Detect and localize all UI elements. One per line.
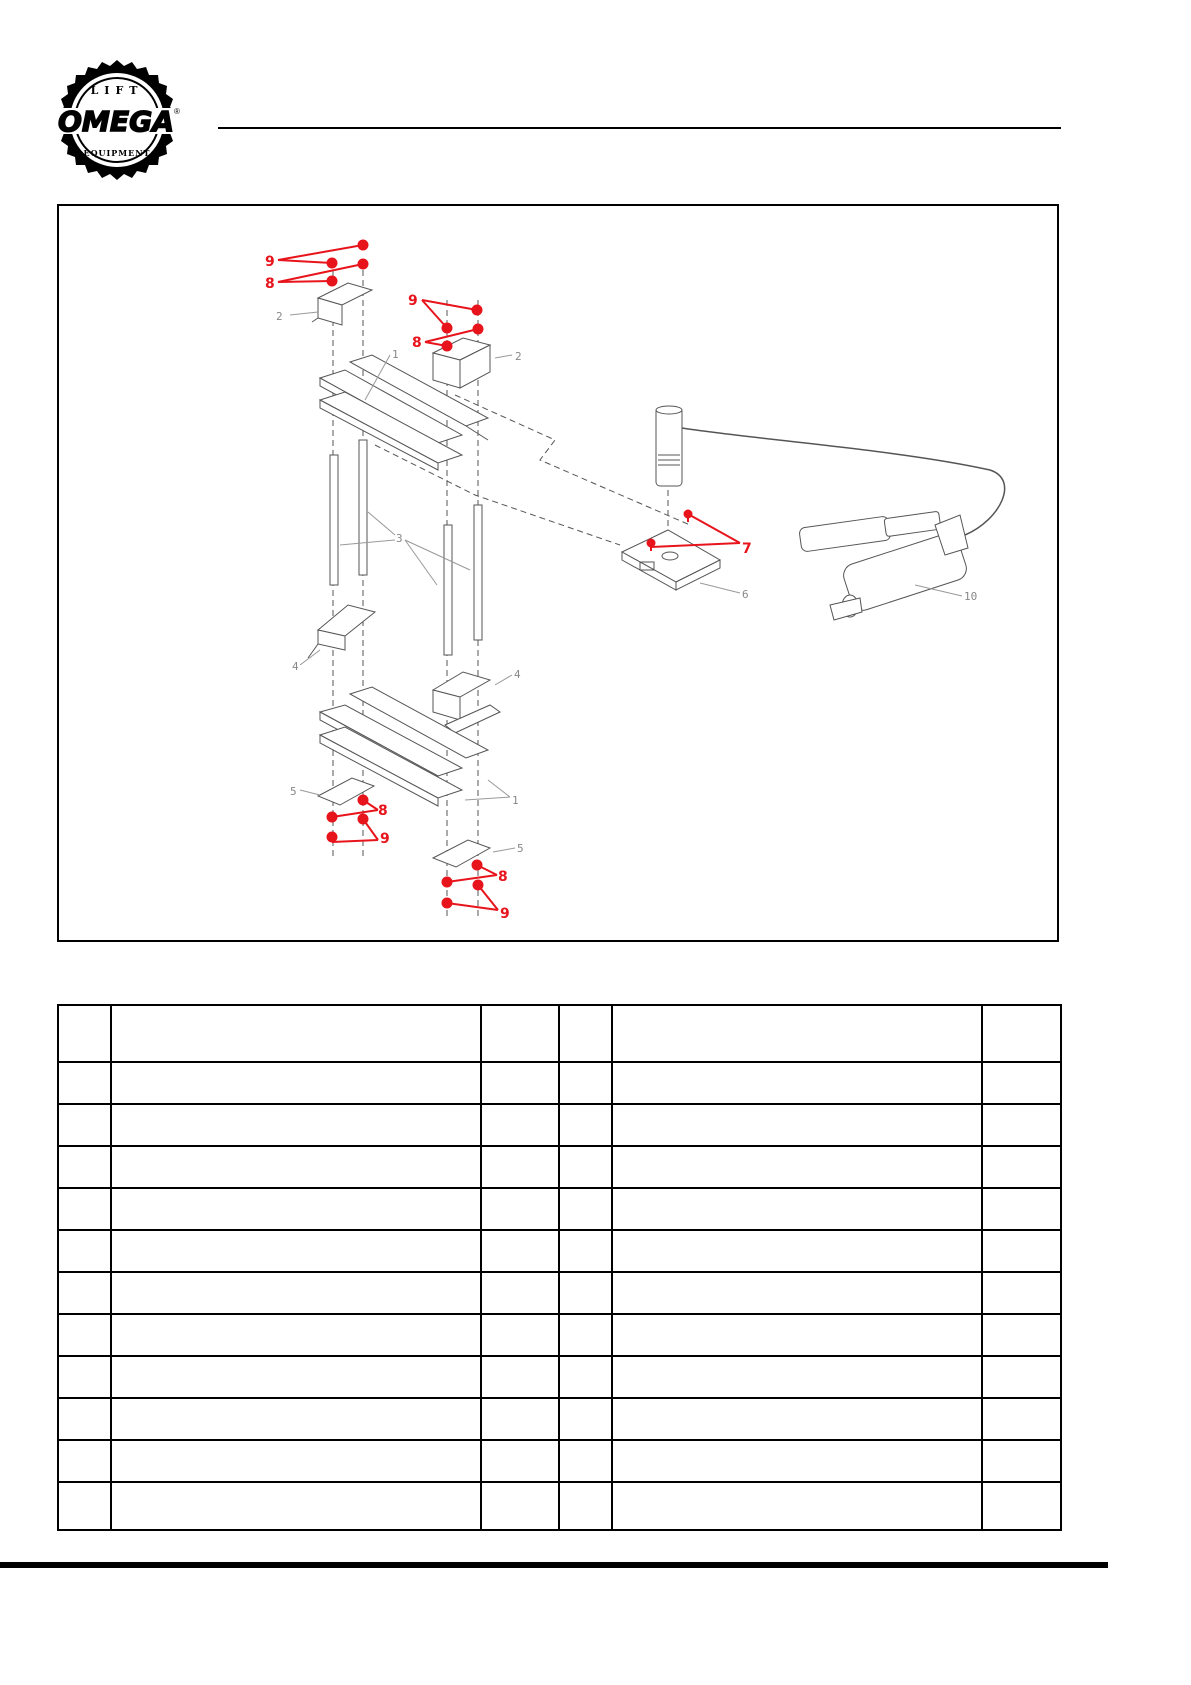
header-cell bbox=[481, 1005, 559, 1062]
table-cell bbox=[111, 1062, 481, 1104]
table-cell bbox=[58, 1104, 111, 1146]
header-cell bbox=[612, 1005, 982, 1062]
table-cell bbox=[559, 1188, 612, 1230]
part-label: 5 bbox=[517, 842, 524, 855]
table-cell bbox=[111, 1272, 481, 1314]
part-label: 4 bbox=[514, 668, 521, 681]
table-cell bbox=[559, 1314, 612, 1356]
part-label: 6 bbox=[742, 588, 749, 601]
table-cell bbox=[111, 1188, 481, 1230]
table-row bbox=[58, 1062, 1061, 1104]
table-cell bbox=[481, 1398, 559, 1440]
logo-top-text: LIFT bbox=[90, 84, 144, 97]
cylinder-base-plate bbox=[622, 530, 720, 590]
table-row bbox=[58, 1440, 1061, 1482]
part-label: 3 bbox=[396, 532, 403, 545]
table-cell bbox=[612, 1482, 982, 1530]
table-cell bbox=[982, 1188, 1061, 1230]
table-cell bbox=[58, 1482, 111, 1530]
logo-bottom-text: EQUIPMENT bbox=[83, 148, 151, 158]
part-label: 2 bbox=[515, 350, 522, 363]
table-cell bbox=[481, 1314, 559, 1356]
table-cell bbox=[612, 1272, 982, 1314]
part-label: 1 bbox=[512, 794, 519, 807]
table-cell bbox=[58, 1230, 111, 1272]
table-header-row bbox=[58, 1005, 1061, 1062]
callout-number: 8 bbox=[378, 803, 388, 819]
logo-brand-text: OMEGA bbox=[58, 105, 174, 138]
table-cell bbox=[111, 1146, 481, 1188]
table-cell bbox=[481, 1104, 559, 1146]
hand-pump bbox=[799, 511, 970, 620]
table-row bbox=[58, 1272, 1061, 1314]
table-cell bbox=[612, 1146, 982, 1188]
table-cell bbox=[982, 1482, 1061, 1530]
table-cell bbox=[612, 1062, 982, 1104]
table-cell bbox=[481, 1482, 559, 1530]
table-row bbox=[58, 1314, 1061, 1356]
table-cell bbox=[612, 1440, 982, 1482]
table-cell bbox=[559, 1398, 612, 1440]
table-cell bbox=[58, 1272, 111, 1314]
part-label: 2 bbox=[276, 310, 283, 323]
table-cell bbox=[612, 1230, 982, 1272]
callout-number: 9 bbox=[380, 831, 390, 847]
table-cell bbox=[58, 1440, 111, 1482]
table-cell bbox=[982, 1440, 1061, 1482]
part-label: 1 bbox=[392, 348, 399, 361]
callout-number: 8 bbox=[412, 335, 422, 351]
table-cell bbox=[58, 1398, 111, 1440]
table-cell bbox=[982, 1230, 1061, 1272]
table-cell bbox=[982, 1314, 1061, 1356]
table-row bbox=[58, 1104, 1061, 1146]
parts-list-table bbox=[57, 1004, 1062, 1531]
part-label: 10 bbox=[964, 590, 978, 603]
table-body bbox=[58, 1062, 1061, 1530]
table-cell bbox=[111, 1356, 481, 1398]
table-cell bbox=[612, 1314, 982, 1356]
table-cell bbox=[111, 1398, 481, 1440]
table-row bbox=[58, 1356, 1061, 1398]
table-cell bbox=[559, 1062, 612, 1104]
table-row bbox=[58, 1398, 1061, 1440]
table-cell bbox=[58, 1146, 111, 1188]
header-cell bbox=[559, 1005, 612, 1062]
table-cell bbox=[982, 1272, 1061, 1314]
table-cell bbox=[982, 1356, 1061, 1398]
table-cell bbox=[559, 1230, 612, 1272]
table-cell bbox=[111, 1314, 481, 1356]
bottom-plates bbox=[318, 778, 490, 867]
callout-number: 8 bbox=[498, 869, 508, 885]
table-cell bbox=[481, 1146, 559, 1188]
table-cell bbox=[481, 1062, 559, 1104]
callout-number: 7 bbox=[742, 541, 752, 557]
table-cell bbox=[982, 1062, 1061, 1104]
table-row bbox=[58, 1230, 1061, 1272]
table-row bbox=[58, 1482, 1061, 1530]
table-cell bbox=[58, 1062, 111, 1104]
table-cell bbox=[559, 1104, 612, 1146]
table-cell bbox=[481, 1230, 559, 1272]
table-cell bbox=[559, 1272, 612, 1314]
table-cell bbox=[111, 1104, 481, 1146]
callout-number: 9 bbox=[500, 906, 510, 922]
table-row bbox=[58, 1188, 1061, 1230]
table-cell bbox=[559, 1146, 612, 1188]
hydraulic-cylinder bbox=[656, 406, 682, 486]
table-cell bbox=[559, 1440, 612, 1482]
table-cell bbox=[58, 1356, 111, 1398]
logo-registered-mark: ® bbox=[174, 107, 180, 116]
callout-number: 9 bbox=[265, 254, 275, 270]
table-cell bbox=[559, 1356, 612, 1398]
table-cell bbox=[481, 1356, 559, 1398]
table-cell bbox=[982, 1146, 1061, 1188]
table-cell bbox=[559, 1482, 612, 1530]
table-cell bbox=[58, 1188, 111, 1230]
lower-bracket-right bbox=[433, 672, 500, 733]
table-cell bbox=[111, 1482, 481, 1530]
table-cell bbox=[481, 1440, 559, 1482]
part-label: 5 bbox=[290, 785, 297, 798]
table-cell bbox=[612, 1188, 982, 1230]
table-cell bbox=[111, 1230, 481, 1272]
header-cell bbox=[982, 1005, 1061, 1062]
table-cell bbox=[982, 1104, 1061, 1146]
lower-bracket-left bbox=[308, 605, 375, 658]
table-cell bbox=[58, 1314, 111, 1356]
table-cell bbox=[612, 1104, 982, 1146]
table-cell bbox=[612, 1398, 982, 1440]
table-cell bbox=[111, 1440, 481, 1482]
page-bottom-edge bbox=[0, 1562, 1108, 1568]
header-cell bbox=[111, 1005, 481, 1062]
table-cell bbox=[481, 1272, 559, 1314]
callout-number: 8 bbox=[265, 276, 275, 292]
callout-number: 9 bbox=[408, 293, 418, 309]
part-label: 4 bbox=[292, 660, 299, 673]
table-cell bbox=[982, 1398, 1061, 1440]
table-cell bbox=[612, 1356, 982, 1398]
header-cell bbox=[58, 1005, 111, 1062]
table-row bbox=[58, 1146, 1061, 1188]
table-cell bbox=[481, 1188, 559, 1230]
